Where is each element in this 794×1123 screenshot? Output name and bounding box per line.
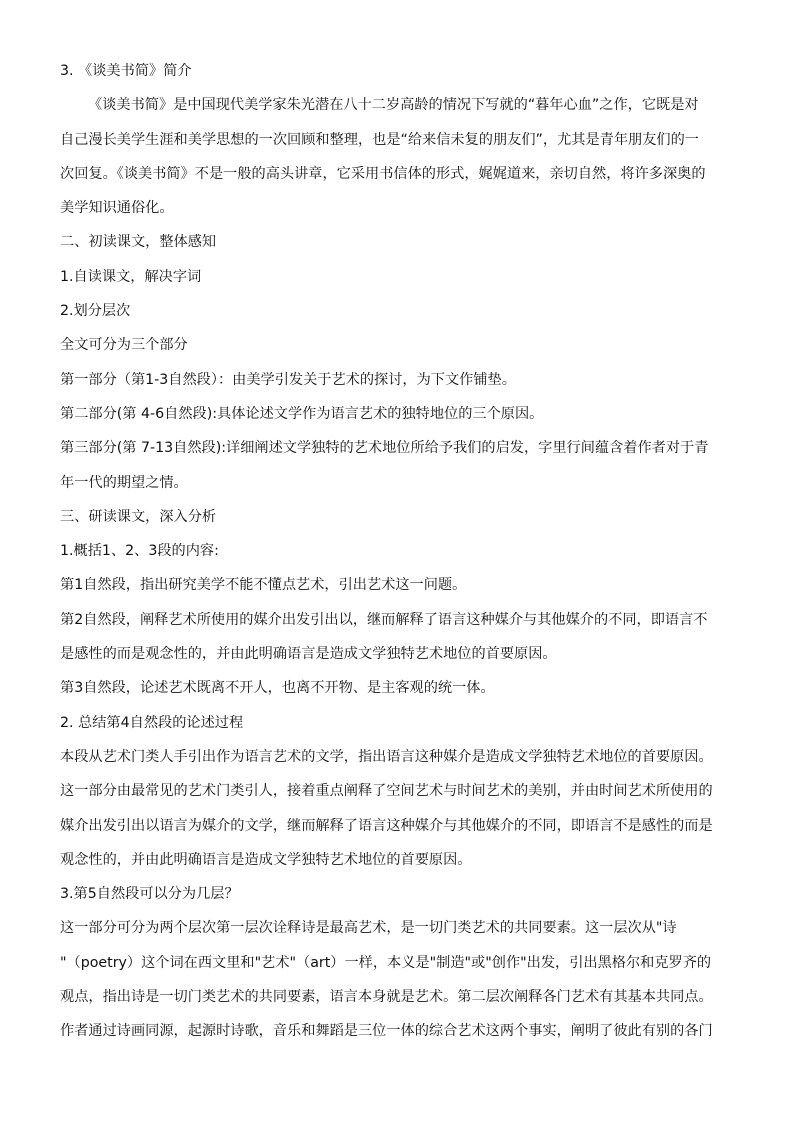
- paragraph-line: 是感性的而是观念性的，并由此明确语言是造成文学独特艺术地位的首要原因。: [60, 646, 557, 663]
- paragraph-line: 第3自然段，论述艺术既离不开人，也离不开物、是主客观的统一体。: [60, 680, 495, 697]
- paragraph-line: 第三部分(第 7-13自然段):详细阐述文学独特的艺术地位所给予我们的启发，字里行间蕴含着作者对于青: [60, 440, 709, 457]
- section-heading-deep-analysis: 三、研读课文，深入分析: [60, 508, 217, 525]
- paragraph-line: 媒介出发引出以语言为媒介的文学，继而解释了语言这种媒介与其他媒介的不同，即语言不是感性的而是: [60, 817, 713, 834]
- paragraph-line: 美学知识通俗化。: [60, 200, 174, 217]
- paragraph-line: 本段从艺术门类人手引出作为语言艺术的文学，指出语言这种媒介是造成文学独特艺术地位的首要原因。: [60, 748, 713, 765]
- paragraph-line: 全文可分为三个部分: [60, 337, 188, 354]
- paragraph-line: 第2自然段，阐释艺术所使用的媒介出发引出以，继而解释了语言这种媒介与其他媒介的不同，即语言不: [60, 611, 708, 628]
- section-heading-first-reading: 二、初读课文，整体感知: [60, 234, 217, 251]
- paragraph-line: 第一部分（第1-3自然段）：由美学引发关于艺术的探讨，为下文作铺垫。: [60, 371, 516, 388]
- paragraph-line: 次回复。《谈美书简》不是一般的高头讲章，它采用书信体的形式，娓娓道来，亲切自然，将许多深奥的: [60, 165, 706, 182]
- document-page: [60, 54, 738, 1049]
- paragraph-line: 观念性的，并由此明确语言是造成文学独特艺术地位的首要原因。: [60, 851, 472, 868]
- subheading: 2. 总结第4自然段的论述过程: [60, 714, 244, 731]
- paragraph-line: "（poetry）这个词在西文里和"艺术"（art）一样，本义是"制造"或"创作"出发，引出黑格尔和克罗齐的: [60, 954, 712, 971]
- paragraph-line: 第1自然段，指出研究美学不能不懂点艺术，引出艺术这一问题。: [60, 577, 467, 594]
- subheading: 3.第5自然段可以分为几层？: [60, 886, 239, 903]
- paragraph-line: 自己漫长美学生涯和美学思想的一次回顾和整理，也是“给来信未复的朋友们”，尤其是青年朋友们的一: [60, 131, 699, 148]
- paragraph-line: 第二部分(第 4-6自然段):具体论述文学作为语言艺术的独特地位的三个原因。: [60, 405, 544, 422]
- paragraph-line: 观点，指出诗是一切门类艺术的共同要素，语言本身就是艺术。第二层次阐释各门艺术有其基本共同点。: [60, 989, 713, 1006]
- subheading: 1.概括1、2、3段的内容:: [60, 543, 219, 560]
- subheading: 1.自读课文，解决字词: [60, 268, 202, 285]
- paragraph-line: 年一代的期望之情。: [60, 474, 188, 491]
- subheading: 2.划分层次: [60, 303, 131, 320]
- paragraph-line: 作者通过诗画同源，起源时诗歌，音乐和舞蹈是三位一体的综合艺术这两个事实，阐明了彼此有别的各门: [60, 1023, 713, 1040]
- section-heading-intro: 3. 《谈美书简》简介: [60, 63, 192, 79]
- paragraph-line: 这一部分由最常见的艺术门类引人，接着重点阐释了空间艺术与时间艺术的美别，并由时间艺术所使用的: [60, 783, 713, 800]
- paragraph-line: 《谈美书简》是中国现代美学家朱光潜在八十二岁高龄的情况下写就的“暮年心血”之作，它既是对: [88, 97, 699, 114]
- paragraph-line: 这一部分可分为两个层次第一层次诠释诗是最高艺术，是一切门类艺术的共同要素。这一层次从"诗: [60, 920, 677, 937]
